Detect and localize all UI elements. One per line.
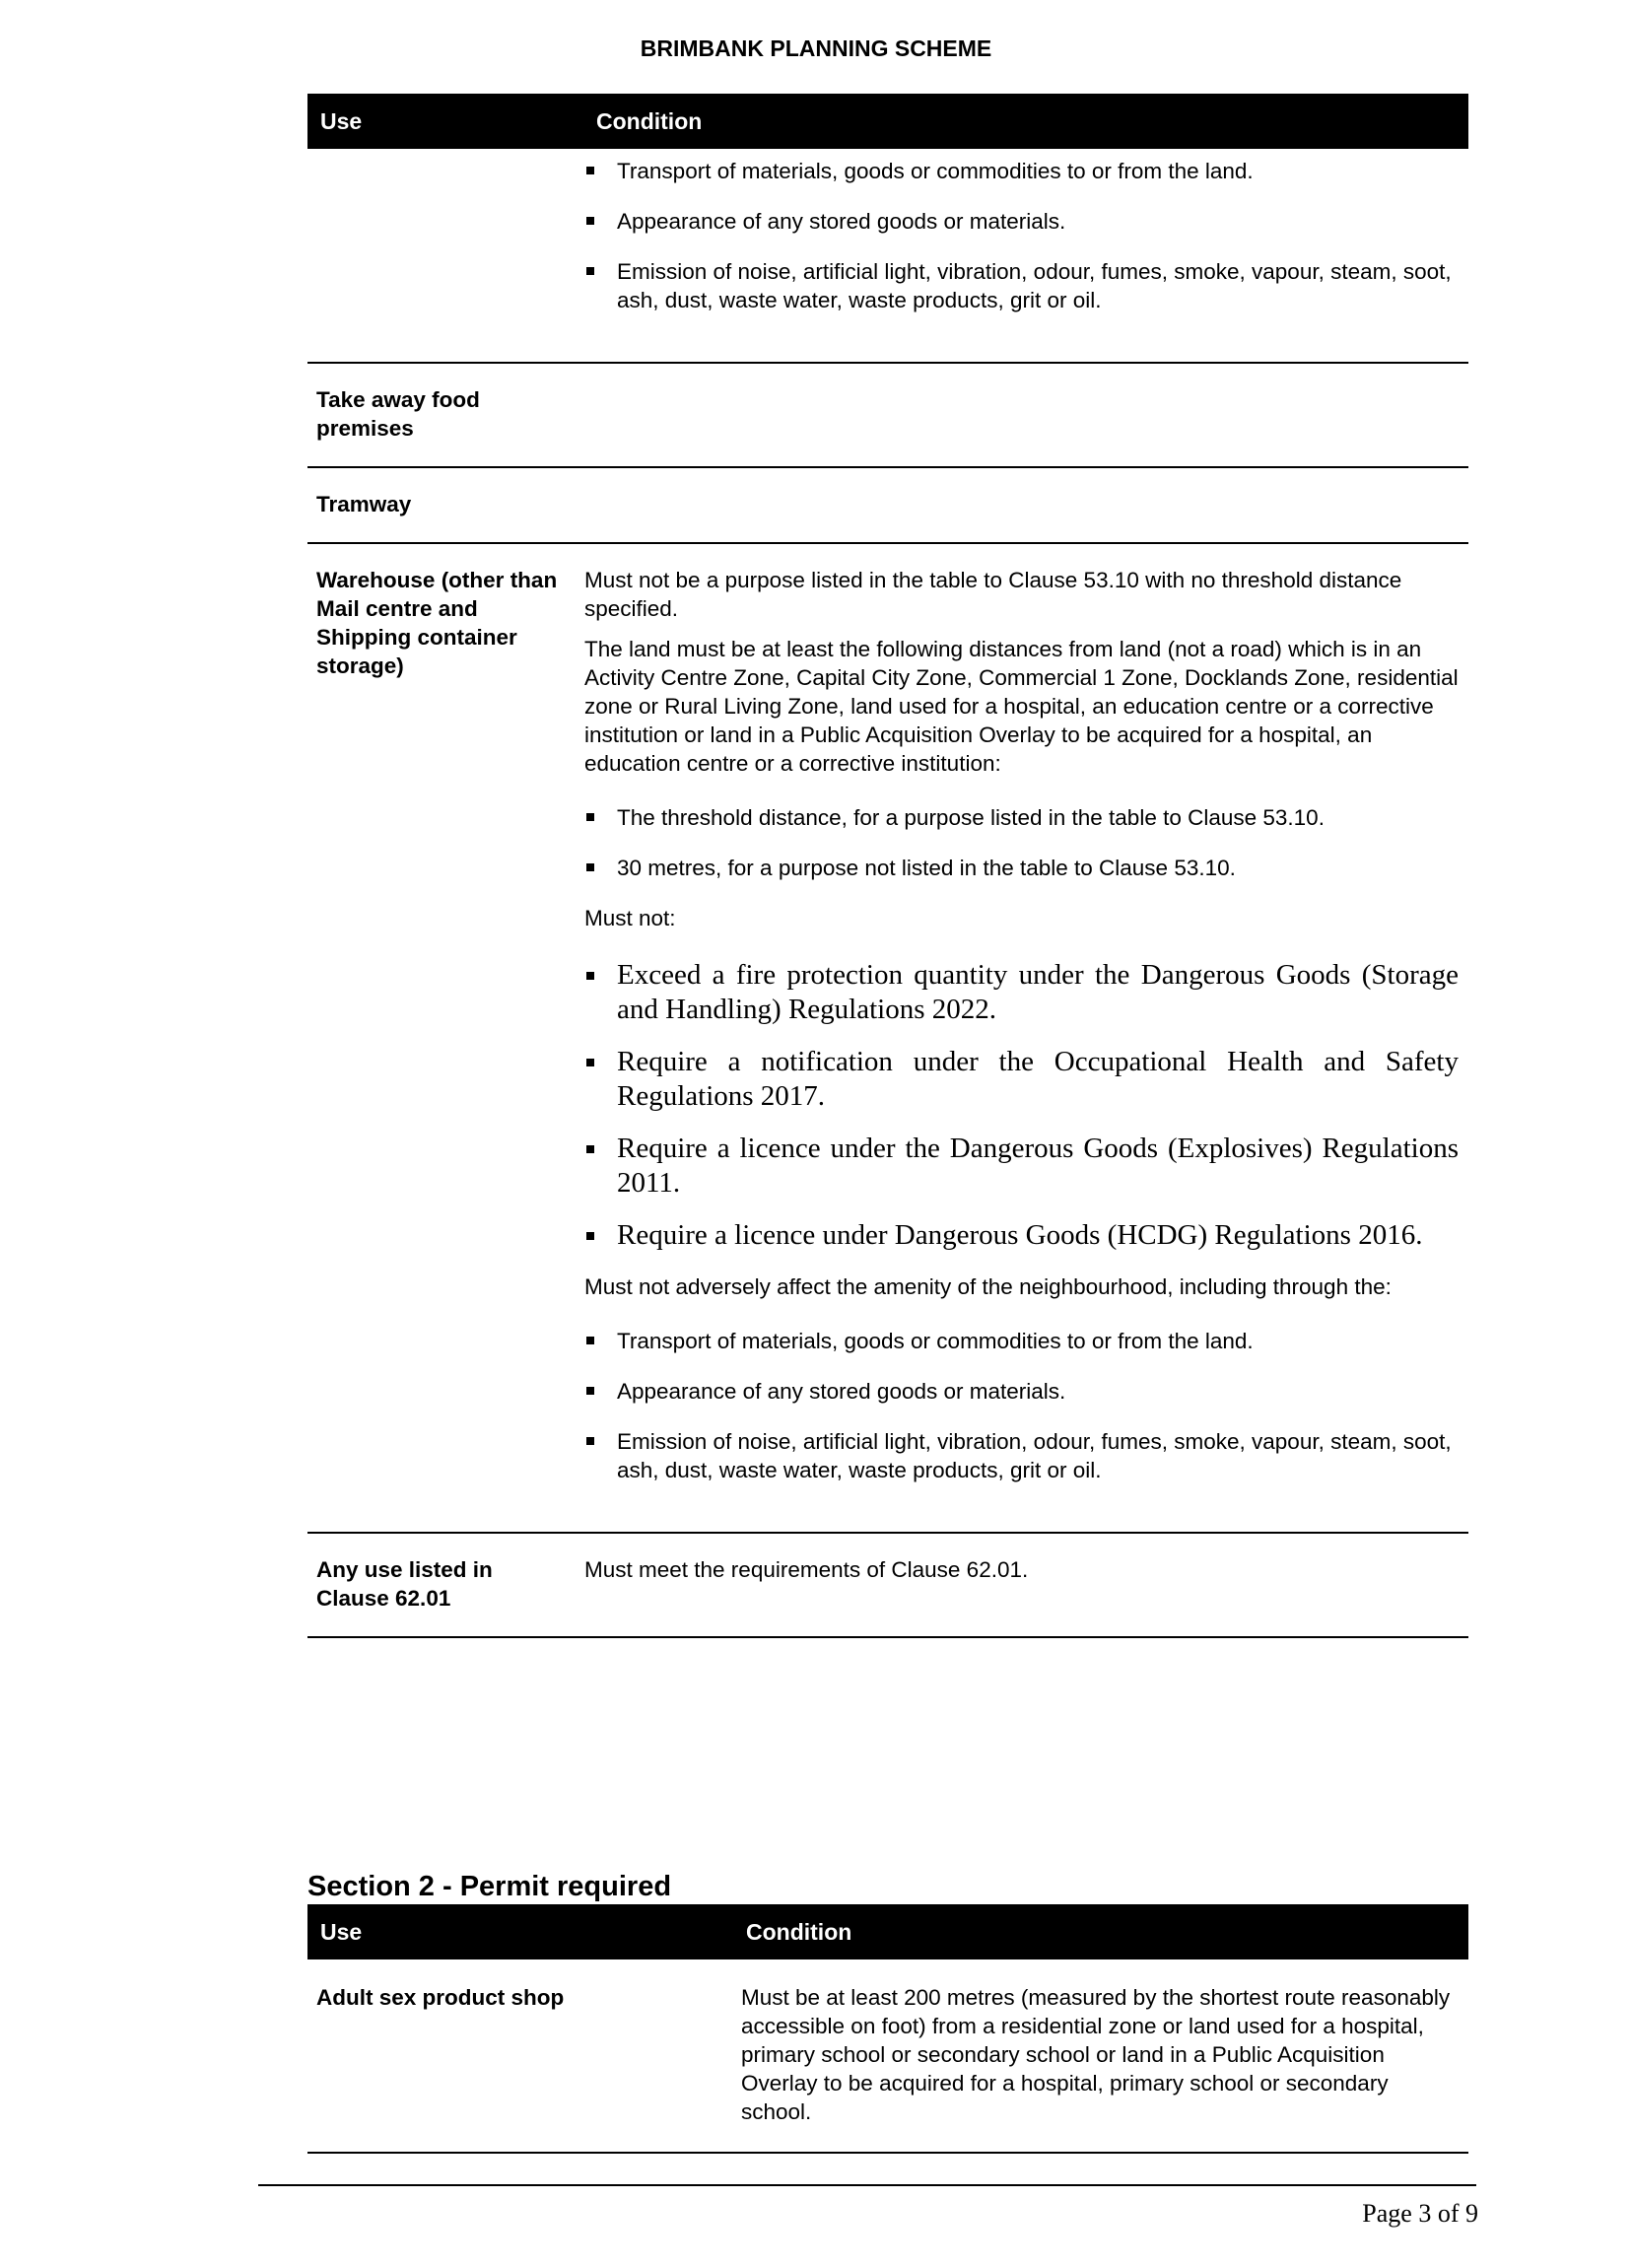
- condition-cell: Must meet the requirements of Clause 62.01.: [580, 1533, 1468, 1637]
- list-item: 30 metres, for a purpose not listed in the table to Clause 53.10.: [584, 854, 1459, 882]
- list-item: Appearance of any stored goods or materials.: [584, 207, 1459, 236]
- use-cell: Any use listed in Clause 62.01: [307, 1533, 580, 1637]
- condition-paragraph: The land must be at least the following distances from land (not a road) which is in an Activity Centre Zone, Capital City Zone, Commercial 1 Zone, Docklands Zone, residential zone or Rural Living Zone, land used for a hospital, an education centre or a corrective institution or land in a Public Acquisition Overlay to be acquired for a hospital, an education centre or a corrective institution:: [584, 637, 1459, 776]
- condition-paragraph: Must not adversely affect the amenity of the neighbourhood, including through the:: [584, 1274, 1392, 1299]
- use-cell: [307, 149, 580, 363]
- list-item: Appearance of any stored goods or materials.: [584, 1377, 1459, 1406]
- use-cell: Adult sex product shop: [307, 1959, 729, 2153]
- use-cell: Warehouse (other than Mail centre and Shipping container storage): [307, 543, 580, 1533]
- regulation-bullet-list: [584, 958, 1459, 1253]
- table-row: [307, 543, 1468, 1533]
- condition-cell: [580, 543, 1468, 1533]
- list-item: Transport of materials, goods or commodities to or from the land.: [584, 1327, 1459, 1355]
- table-header-row: [307, 94, 1468, 149]
- table-row: [307, 1959, 1468, 2153]
- use-cell: Take away food premises: [307, 363, 580, 467]
- condition-paragraph: Must not be a purpose listed in the table to Clause 53.10 with no threshold distance specified.: [584, 568, 1402, 621]
- use-cell: Tramway: [307, 467, 580, 543]
- use-column-header: Use: [307, 1904, 729, 1959]
- amenity-bullet-list: [584, 157, 1459, 314]
- table-row: [307, 1533, 1468, 1637]
- footer-divider: [258, 2184, 1476, 2186]
- use-column-header: Use: [307, 94, 580, 149]
- distance-bullet-list: [584, 803, 1459, 882]
- section-heading: Section 2 - Permit required: [307, 1871, 672, 1902]
- amenity-bullet-list: [584, 1327, 1459, 1484]
- list-item: Require a notification under the Occupational Health and Safety Regulations 2017.: [584, 1045, 1459, 1114]
- list-item: Transport of materials, goods or commodities to or from the land.: [584, 157, 1459, 185]
- list-item: Emission of noise, artificial light, vibration, odour, fumes, smoke, vapour, steam, soot, ash, dust, waste water, waste products, grit or oil.: [584, 257, 1459, 314]
- condition-cell: [580, 149, 1468, 363]
- section2-table: [307, 1904, 1468, 2154]
- table-row: [307, 149, 1468, 363]
- condition-paragraph: Must not:: [584, 906, 676, 930]
- list-item: Require a licence under Dangerous Goods (HCDG) Regulations 2016.: [584, 1218, 1459, 1253]
- page-number: Page 3 of 9: [1362, 2199, 1478, 2228]
- section1-table: [307, 94, 1468, 1638]
- table-row: [307, 363, 1468, 467]
- condition-column-header: Condition: [580, 94, 1468, 149]
- list-item: Exceed a fire protection quantity under the Dangerous Goods (Storage and Handling) Regulations 2022.: [584, 958, 1459, 1027]
- condition-cell: Must be at least 200 metres (measured by the shortest route reasonably accessible on foot) from a residential zone or land used for a hospital, primary school or secondary school or land in a Public Acquisition Overlay to be acquired for a hospital, primary school or secondary school.: [729, 1959, 1468, 2153]
- list-item: The threshold distance, for a purpose listed in the table to Clause 53.10.: [584, 803, 1459, 832]
- table-header-row: [307, 1904, 1468, 1959]
- table-row: [307, 467, 1468, 543]
- scheme-title: BRIMBANK PLANNING SCHEME: [640, 35, 992, 61]
- list-item: Require a licence under the Dangerous Goods (Explosives) Regulations 2011.: [584, 1132, 1459, 1201]
- condition-cell: [580, 467, 1468, 543]
- condition-column-header: Condition: [729, 1904, 1468, 1959]
- condition-cell: [580, 363, 1468, 467]
- list-item: Emission of noise, artificial light, vibration, odour, fumes, smoke, vapour, steam, soot, ash, dust, waste water, waste products, grit or oil.: [584, 1427, 1459, 1484]
